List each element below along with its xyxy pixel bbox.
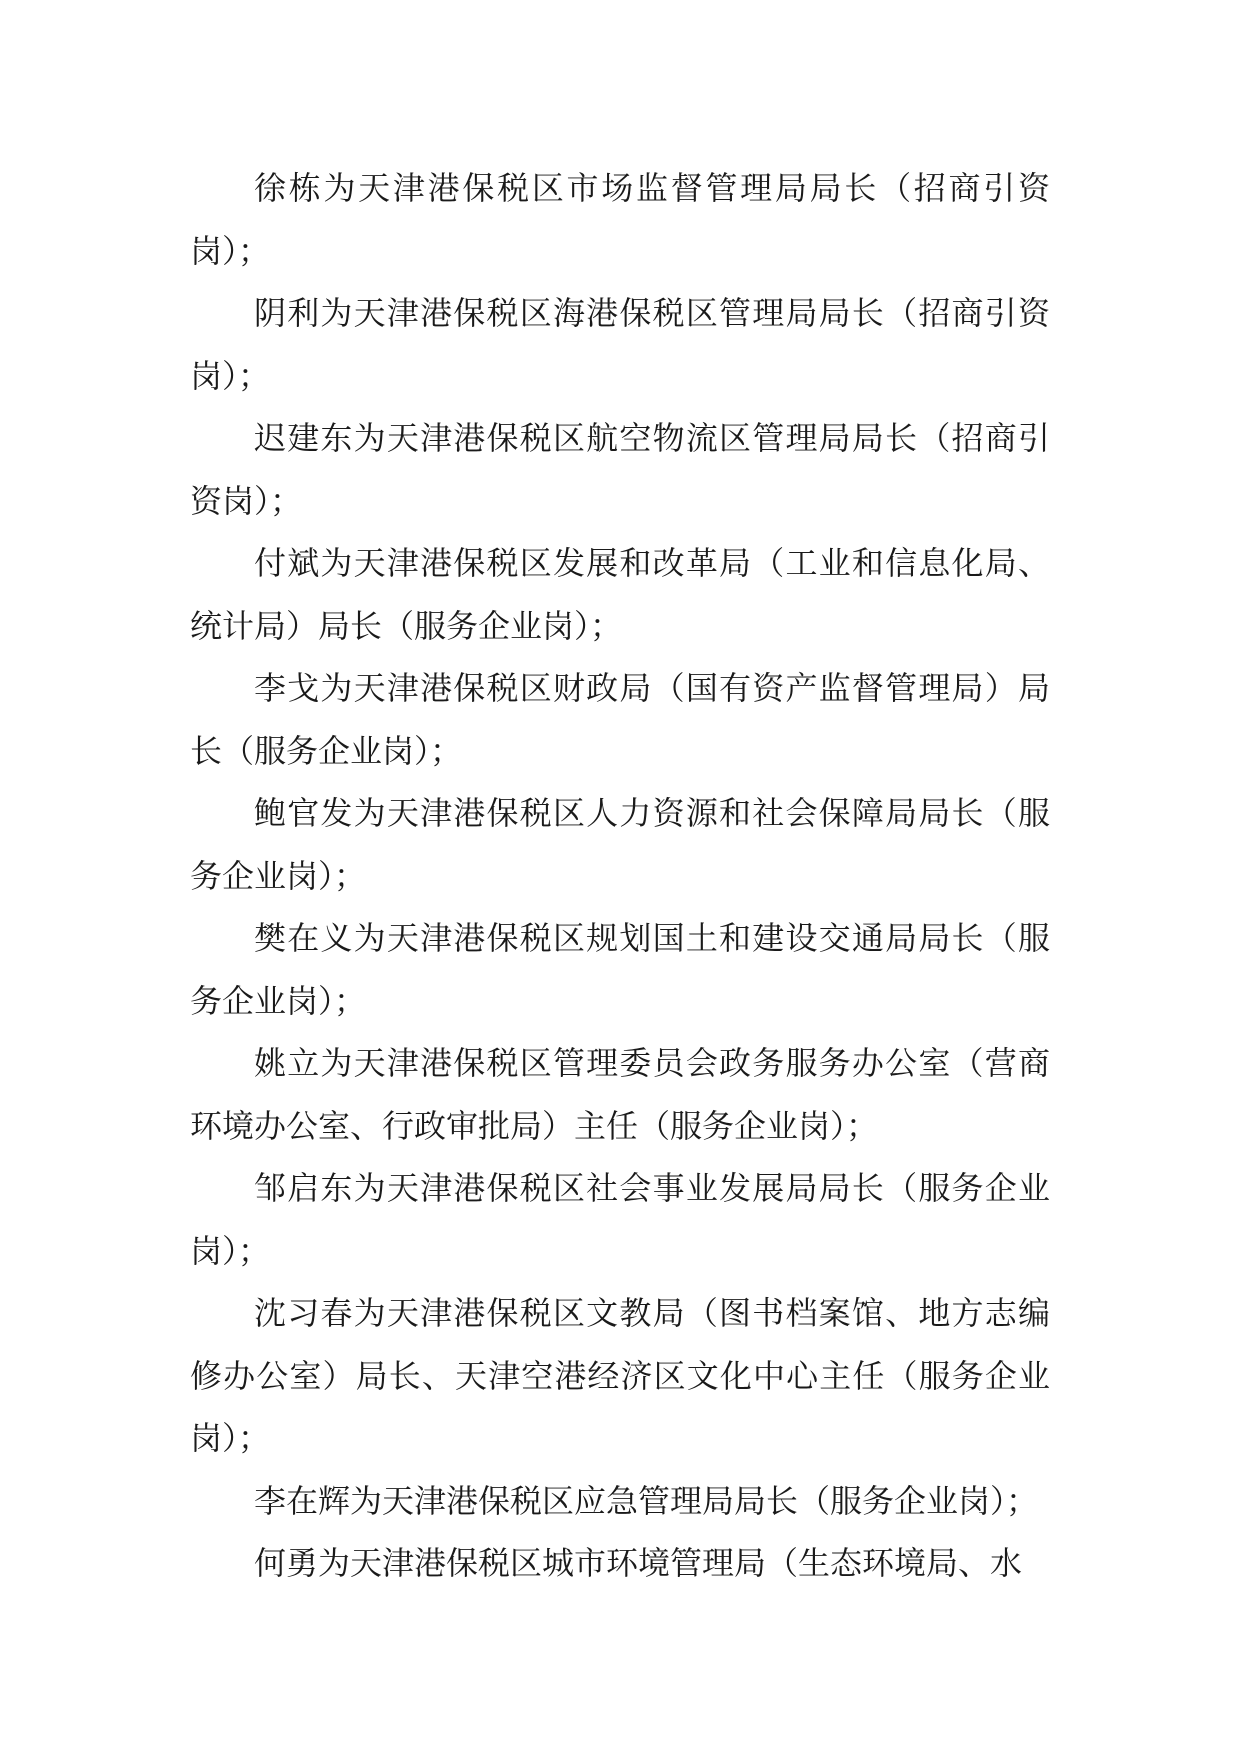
appointment-paragraph: 鲍官发为天津港保税区人力资源和社会保障局局长（服务企业岗）； (190, 794, 1050, 895)
appointment-paragraph: 阴利为天津港保税区海港保税区管理局局长（招商引资岗）； (190, 294, 1050, 395)
appointment-paragraph: 何勇为天津港保税区城市环境管理局（生态环境局、水 (254, 1544, 1023, 1582)
appointment-paragraph: 李戈为天津港保税区财政局（国有资产监督管理局）局长（服务企业岗）； (190, 669, 1050, 770)
appointment-paragraph: 姚立为天津港保税区管理委员会政务服务办公室（营商环境办公室、行政审批局）主任（服务企业岗）； (190, 1044, 1050, 1145)
appointment-paragraph: 迟建东为天津港保税区航空物流区管理局局长（招商引资岗）； (190, 419, 1050, 520)
appointment-paragraph: 付斌为天津港保税区发展和改革局（工业和信息化局、统计局）局长（服务企业岗）； (190, 544, 1050, 645)
appointment-paragraph: 邹启东为天津港保税区社会事业发展局局长（服务企业岗）； (190, 1169, 1050, 1270)
appointment-paragraph: 樊在义为天津港保税区规划国土和建设交通局局长（服务企业岗）； (190, 919, 1050, 1020)
appointment-paragraph: 沈习春为天津港保税区文教局（图书档案馆、地方志编修办公室）局长、天津空港经济区文化中心主任（服务企业岗）； (190, 1294, 1050, 1457)
document-body (190, 157, 1050, 1595)
appointment-paragraph: 李在辉为天津港保税区应急管理局局长（服务企业岗）； (254, 1481, 1039, 1520)
appointment-paragraph: 徐栋为天津港保税区市场监督管理局局长（招商引资岗）； (190, 169, 1050, 270)
